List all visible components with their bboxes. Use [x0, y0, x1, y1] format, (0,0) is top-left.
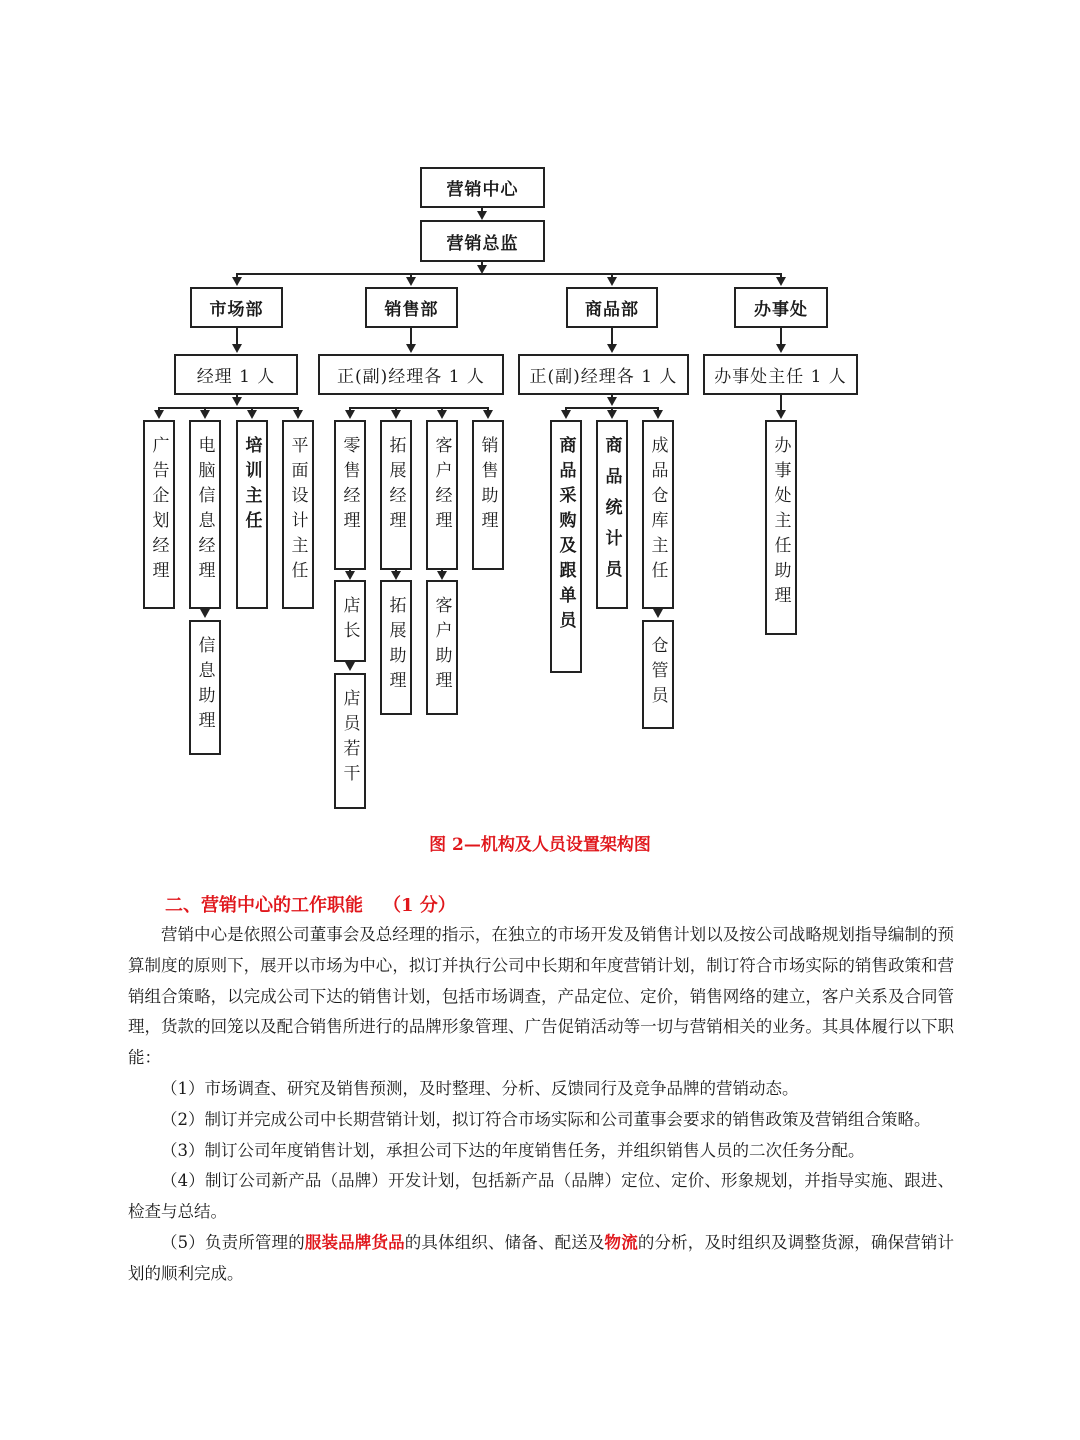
duty-item-2: （2）制订并完成公司中长期营销计划，拟订符合市场实际和公司董事会要求的销售政策及营销组合策略。: [161, 1109, 931, 1129]
duty-item-5-text: 的具体组织、储备、配送及: [404, 1232, 605, 1252]
role-box: [334, 420, 366, 570]
duty-item-5: [128, 1228, 954, 1290]
role-label: 店长: [339, 596, 360, 646]
sub-role-box: [380, 580, 412, 715]
role-box: [380, 420, 412, 570]
dept-label: 市场部: [209, 300, 264, 320]
dept-box-goods: [566, 287, 658, 328]
highlight-text: 物流: [604, 1232, 638, 1252]
section-title: 二、营销中心的工作职能: [165, 895, 363, 916]
duty-item-5-text: （5）负责所管理的: [161, 1232, 305, 1252]
figure-caption: 图 2—机构及人员设置架构图: [429, 835, 651, 855]
sub-role-box: [189, 620, 221, 755]
dept-label: 商品部: [585, 300, 639, 320]
duty-item-3: （3）制订公司年度销售计划，承担公司下达的年度销售任务，并组织销售人员的二次任务分配。: [161, 1140, 865, 1160]
role-box: [143, 420, 175, 609]
role-box: [550, 420, 582, 673]
highlight-text: 服装品牌货品: [304, 1232, 405, 1252]
role-label: 店员若干: [339, 689, 360, 789]
role-label: 成品仓库主任: [647, 436, 668, 586]
dept-label: 销售部: [384, 300, 439, 320]
role-box: [765, 420, 797, 635]
role-box: [642, 420, 674, 609]
dept-label: 办事处: [754, 300, 808, 320]
role-box: [472, 420, 504, 570]
org-director-label: 营销总监: [446, 233, 519, 254]
role-label: 广告企划经理: [148, 436, 169, 586]
role-box: [282, 420, 314, 609]
head-label: 经理 1 人: [196, 367, 276, 387]
role-label: 平面设计主任: [287, 436, 308, 586]
dept-box-market: [190, 287, 283, 328]
duty-item-5-text: 的分析，及时组织及调整货源，确保营销计划的顺利完成。: [128, 1232, 955, 1283]
org-root-label: 营销中心: [446, 180, 519, 200]
org-root-box: [420, 167, 545, 208]
sub-role-box: [334, 580, 366, 662]
sub-role-box: [426, 580, 458, 715]
role-label: 办事处主任助理: [770, 436, 791, 611]
role-box: [189, 420, 221, 609]
head-box-sales: [318, 354, 504, 395]
head-box-market: [174, 354, 298, 395]
role-label: 拓展经理: [385, 436, 406, 536]
head-label: 办事处主任 1 人: [714, 367, 847, 387]
sub-role-box: [642, 620, 674, 729]
section-score: （1 分）: [383, 895, 456, 916]
org-director-box: [420, 220, 545, 262]
dept-box-office: [734, 287, 828, 328]
body-text: [128, 920, 954, 1290]
head-box-office: [703, 354, 858, 395]
role-label: 零售经理: [339, 436, 360, 536]
dept-box-sales: [365, 287, 458, 328]
role-label: 客户助理: [431, 596, 452, 696]
head-label: 正(副)经理各 1 人: [529, 367, 678, 387]
role-box: [426, 420, 458, 570]
role-box: [236, 420, 268, 609]
role-label: 拓展助理: [385, 596, 406, 696]
role-label: 仓管员: [647, 636, 668, 711]
duty-item-4: （4）制订公司新产品（品牌）开发计划，包括新产品（品牌）定位、定价、形象规划，并指导实施、跟进、检查与总结。: [128, 1171, 954, 1222]
role-label: 客户经理: [431, 436, 452, 536]
head-box-goods: [518, 354, 689, 395]
role-label: 培训主任: [241, 436, 262, 536]
sub-role-box: [334, 673, 366, 809]
section-heading: [165, 891, 456, 917]
role-box: [596, 420, 628, 609]
duty-item-1: （1）市场调查、研究及销售预测，及时整理、分析、反馈同行及竞争品牌的营销动态。: [161, 1078, 799, 1098]
head-label: 正(副)经理各 1 人: [337, 367, 485, 387]
intro-paragraph: 营销中心是依照公司董事会及总经理的指示，在独立的市场开发及销售计划以及按公司战略规划指导编制的预算制度的原则下，展开以市场为中心，拟订并执行公司中长期和年度营销计划，制订符合市场实际的销售政策和营销组合策略，以完成公司下达的销售计划，包括市场调查，产品定位、定价，销售网络的建立，客户关系及合同管理，货款的回笼以及配合销售所进行的品牌形象管理、广告促销活动等一切与营销相关的业务。其具体履行以下职能：: [128, 925, 954, 1068]
role-label: 商品采购及跟单员: [555, 436, 576, 636]
role-label: 电脑信息经理: [194, 436, 215, 586]
role-label: 商品统计员: [601, 436, 622, 591]
role-label: 信息助理: [194, 636, 215, 736]
role-label: 销售助理: [477, 436, 498, 536]
